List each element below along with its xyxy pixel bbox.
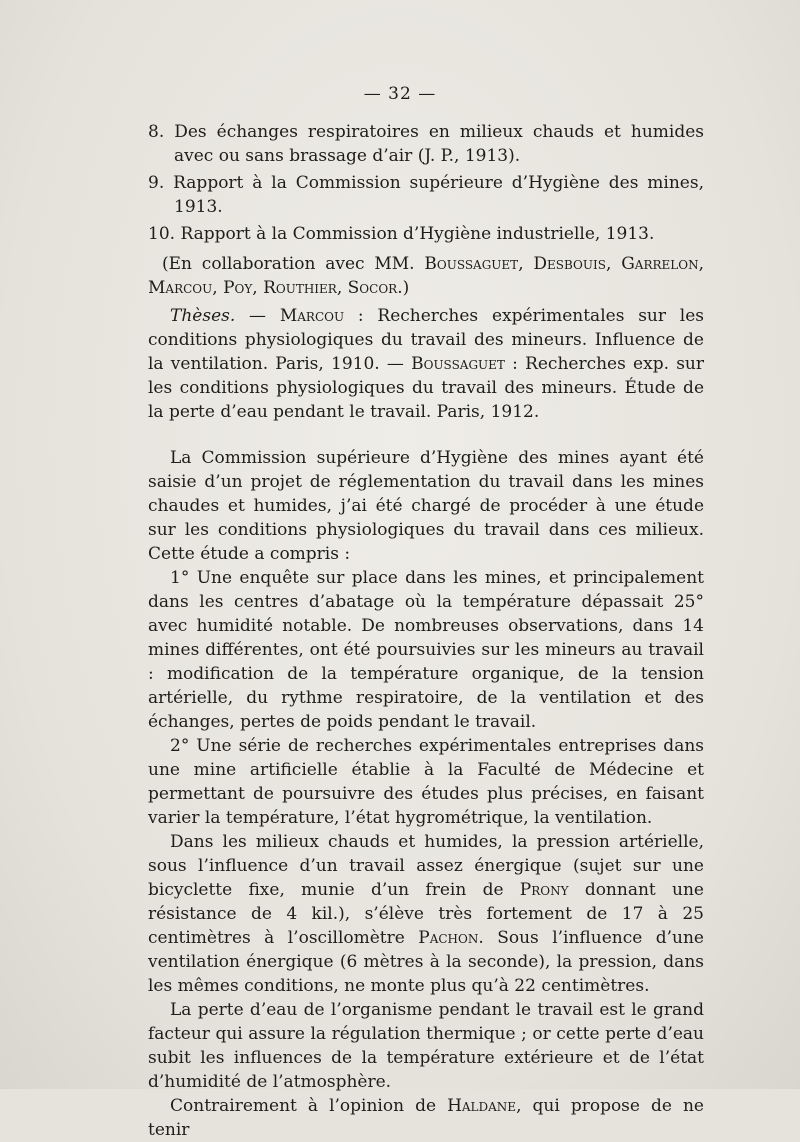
theses-label: Thèses. <box>170 306 236 326</box>
paragraph: La perte d’eau de l’organisme pendant le travail est le grand facteur qui assure la régulation thermique ; or cette perte d’eau subit les influences de la température extérieure et de l’état d’humidité de l’atmosphère. <box>148 1000 704 1092</box>
person-name: Pachon <box>418 928 479 948</box>
page-body <box>148 120 704 1142</box>
list-item <box>148 171 704 219</box>
list-item <box>148 222 704 246</box>
paragraph: 2° Une série de recherches expérimentales entreprises dans une mine artificielle établie à la Faculté de Médecine et permettant de poursuivre des études plus précises, en faisant varier la température, l’état hygrométrique, la ventilation. <box>148 736 704 828</box>
paragraph: Contrairement à l’opinion de Haldane, qui propose de ne tenir <box>148 1096 704 1140</box>
collaborator-name: Desbouis <box>533 254 606 274</box>
collaborator-name: Marcou <box>148 278 213 298</box>
list-item-number: 9. <box>148 173 165 193</box>
paragraph: La Commission supérieure d’Hygiène des mines ayant été saisie d’un projet de réglementation du travail dans les mines chaudes et humides, j’ai été chargé de procéder à une étude sur les conditions physiologiques du travail dans ces milieux. Cette étude a compris : <box>148 448 704 564</box>
list-item <box>148 120 704 168</box>
author-name: Marcou <box>279 306 345 326</box>
collaborator-name: Routhier <box>263 278 337 298</box>
list-item-number: 8. <box>148 122 165 142</box>
person-name: Haldane <box>447 1096 517 1116</box>
paragraph: 1° Une enquête sur place dans les mines, et principalement dans les centres d’abatage où la température dépassait 25° avec humidité notable. De nombreuses observations, dans 14 mines différentes, ont été poursuivies sur les mineurs au travail : modification de la température organique, de la tension artérielle, du rythme respiratoire, de la ventilation et des échanges, pertes de poids pendant le travail. <box>148 568 704 732</box>
list-item-text: Rapport à la Commission d’Hygiène industrielle, 1913. <box>180 224 655 244</box>
person-name: Prony <box>519 880 569 900</box>
list-item-number: 10. <box>148 224 176 244</box>
list-item-text: Rapport à la Commission supérieure d’Hygiène des mines, 1913. <box>173 173 704 217</box>
theses-paragraph: Thèses. — Marcou : Recherches expérimentales sur les conditions physiologiques du travail des mineurs. Influence de la ventilation. Paris, 1910. — Boussaguet : Recherches exp. sur les conditions physiologiques du travail des mineurs. Étude de la perte d’eau pendant le travail. Paris, 1912. <box>148 306 705 422</box>
page-number: — 32 — <box>363 84 437 104</box>
collaborator-name: Poy <box>223 278 253 298</box>
author-name: Boussaguet <box>411 354 505 374</box>
collaborator-name: Boussaguet <box>424 254 519 274</box>
paragraph: Dans les milieux chauds et humides, la pression artérielle, sous l’influence d’un travail assez énergique (sujet sur une bicyclette fixe, munie d’un frein de Prony donnant une résistance de 4 kil.), s’élève très fortement de 17 à 25 centimètres à l’oscillomètre Pachon. Sous l’influence d’une ventilation énergique (6 mètres à la seconde), la pression, dans les mêmes conditions, ne monte plus qu’à 22 centimètres. <box>148 832 704 996</box>
collaborator-name: Garrelon <box>621 254 699 274</box>
collaborator-name: Socor <box>347 278 398 298</box>
list-item-text: Des échanges respiratoires en milieux chauds et humides avec ou sans brassage d’air (J. P., 1913). <box>174 122 705 166</box>
collaboration-note: (En collaboration avec MM. Boussaguet, Desbouis, Garrelon, Marcou, Poy, Routhier, Socor.) <box>148 254 704 298</box>
